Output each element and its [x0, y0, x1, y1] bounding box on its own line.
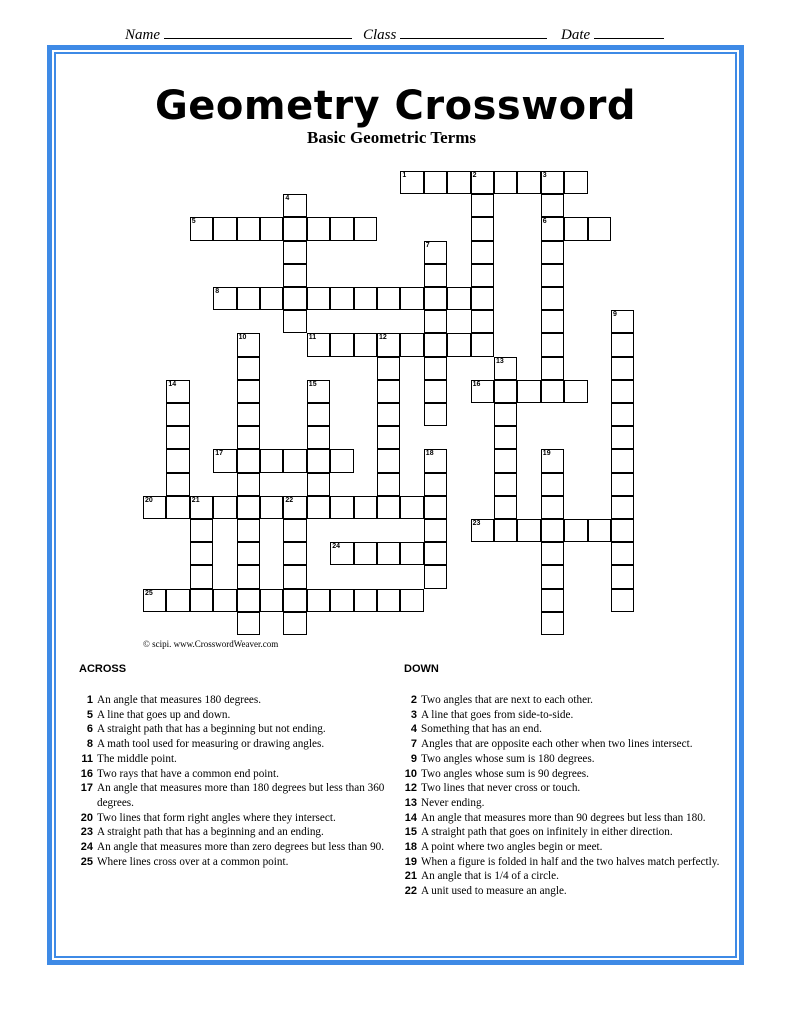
grid-cell[interactable]	[400, 287, 423, 310]
grid-cell[interactable]	[471, 310, 494, 333]
grid-cell[interactable]	[447, 287, 470, 310]
grid-cell[interactable]	[283, 217, 306, 240]
grid-cell[interactable]	[237, 357, 260, 380]
grid-cell[interactable]	[611, 449, 634, 472]
grid-cell[interactable]	[307, 473, 330, 496]
clue-number: 12	[404, 782, 417, 795]
grid-cell[interactable]	[400, 589, 423, 612]
grid-cell[interactable]	[166, 473, 189, 496]
clue-number: 12	[379, 334, 387, 342]
grid-cell[interactable]	[283, 194, 306, 217]
grid-cell[interactable]	[213, 287, 236, 310]
grid-cell[interactable]	[237, 380, 260, 403]
name-label: Name	[125, 27, 160, 43]
across-heading: ACROSS	[79, 663, 127, 675]
down-clue-item	[403, 884, 723, 899]
grid-cell[interactable]	[237, 449, 260, 472]
clue-number: 24	[80, 841, 93, 854]
grid-cell[interactable]	[166, 380, 189, 403]
grid-cell[interactable]	[190, 519, 213, 542]
clue-text: Something that has an end.	[421, 723, 542, 736]
clue-number: 14	[168, 380, 177, 388]
grid-cell[interactable]	[611, 565, 634, 588]
clue-text: Two lines that form right angles where they intersect.	[97, 811, 336, 824]
clue-text: A point where two angles begin or meet.	[421, 841, 603, 854]
grid-cell[interactable]	[611, 426, 634, 449]
clue-number: 22	[404, 885, 417, 898]
clue-number: 16	[80, 767, 93, 780]
grid-cell[interactable]	[354, 589, 377, 612]
down-clue-item	[403, 869, 723, 884]
clue-number: 25	[145, 589, 153, 597]
clue-number: 21	[191, 496, 200, 504]
clue-text: An angle that measures more than 90 degrees but less than 180.	[421, 811, 706, 824]
grid-cell[interactable]	[166, 496, 189, 519]
grid-cell[interactable]	[377, 403, 400, 426]
clue-number: 2	[472, 172, 477, 179]
grid-cell[interactable]	[307, 426, 330, 449]
grid-cell[interactable]	[471, 287, 494, 310]
grid-cell[interactable]	[166, 426, 189, 449]
grid-cell[interactable]	[307, 333, 330, 356]
grid-cell[interactable]	[377, 380, 400, 403]
down-clue-item	[403, 796, 723, 811]
grid-cell[interactable]	[564, 519, 587, 542]
down-clue-item	[403, 737, 723, 752]
clue-number: 7	[410, 738, 417, 751]
grid-cell[interactable]	[377, 449, 400, 472]
grid-cell[interactable]	[377, 496, 400, 519]
grid-cell[interactable]	[190, 589, 213, 612]
grid-cell[interactable]	[330, 589, 353, 612]
grid-cell[interactable]	[611, 496, 634, 519]
down-clue-item	[403, 840, 723, 855]
clue-number: 13	[496, 357, 504, 365]
grid-cell[interactable]	[424, 357, 447, 380]
grid-cell[interactable]	[541, 194, 564, 217]
grid-cell[interactable]	[400, 496, 423, 519]
down-clue-item	[403, 722, 723, 737]
grid-cell[interactable]	[541, 357, 564, 380]
grid-cell[interactable]	[283, 449, 306, 472]
grid-cell[interactable]	[260, 217, 283, 240]
grid-cell[interactable]	[330, 542, 353, 565]
grid-cell[interactable]	[237, 542, 260, 565]
grid-cell[interactable]	[517, 171, 540, 194]
across-clue-item	[79, 840, 404, 855]
down-clue-item	[403, 752, 723, 767]
grid-cell[interactable]	[494, 473, 517, 496]
grid-cell[interactable]	[424, 519, 447, 542]
grid-cell[interactable]	[611, 310, 634, 333]
clue-number: 15	[404, 826, 417, 839]
grid-cell[interactable]	[424, 496, 447, 519]
clue-number: 4	[285, 195, 290, 203]
clue-number: 16	[472, 380, 481, 388]
clue-number: 15	[308, 380, 317, 388]
down-clue-item	[403, 855, 723, 870]
grid-cell[interactable]	[283, 241, 306, 264]
grid-cell[interactable]	[237, 403, 260, 426]
grid-cell[interactable]	[143, 589, 166, 612]
grid-cell[interactable]	[541, 496, 564, 519]
copyright-notice: © scipi. www.CrosswordWeaver.com	[143, 639, 279, 649]
clue-number: 18	[404, 841, 417, 854]
grid-cell[interactable]	[564, 217, 587, 240]
grid-cell[interactable]	[611, 403, 634, 426]
grid-cell[interactable]	[424, 171, 447, 194]
grid-cell[interactable]	[424, 380, 447, 403]
grid-cell[interactable]	[283, 589, 306, 612]
grid-cell[interactable]	[611, 357, 634, 380]
grid-cell[interactable]	[541, 449, 564, 472]
grid-cell[interactable]	[541, 519, 564, 542]
clue-number: 14	[404, 811, 417, 824]
clue-number: 10	[404, 767, 417, 780]
across-clue-item	[79, 855, 404, 870]
grid-cell[interactable]	[400, 542, 423, 565]
grid-cell[interactable]	[377, 287, 400, 310]
clue-text: A straight path that goes on infinitely in either direction.	[421, 826, 673, 839]
across-clue-item	[79, 693, 404, 708]
clue-number: 21	[404, 870, 417, 883]
grid-cell[interactable]	[283, 519, 306, 542]
grid-cell[interactable]	[541, 542, 564, 565]
grid-cell[interactable]	[494, 519, 517, 542]
grid-cell[interactable]	[377, 426, 400, 449]
clue-text: The middle point.	[97, 752, 177, 765]
across-clue-item	[79, 767, 404, 782]
grid-cell[interactable]	[354, 287, 377, 310]
clue-text: An angle that is 1/4 of a circle.	[421, 870, 559, 883]
clue-number: 8	[86, 738, 93, 751]
across-clue-list	[79, 693, 404, 869]
clue-number: 9	[410, 752, 417, 765]
clue-number: 5	[86, 708, 93, 721]
clue-number: 13	[404, 796, 417, 809]
grid-cell[interactable]	[494, 403, 517, 426]
grid-cell[interactable]	[213, 589, 236, 612]
grid-cell[interactable]	[471, 241, 494, 264]
grid-cell[interactable]	[471, 217, 494, 240]
grid-cell[interactable]	[190, 565, 213, 588]
clue-number: 22	[285, 496, 294, 504]
grid-cell[interactable]	[260, 589, 283, 612]
grid-cell[interactable]	[213, 496, 236, 519]
grid-cell[interactable]	[377, 473, 400, 496]
grid-cell[interactable]	[377, 357, 400, 380]
grid-cell[interactable]	[283, 565, 306, 588]
grid-cell[interactable]	[354, 542, 377, 565]
clue-text: Angles that are opposite each other when two lines intersect.	[421, 738, 693, 751]
grid-cell[interactable]	[283, 287, 306, 310]
grid-cell[interactable]	[330, 449, 353, 472]
grid-cell[interactable]	[517, 380, 540, 403]
grid-cell[interactable]	[330, 333, 353, 356]
grid-cell[interactable]	[541, 310, 564, 333]
grid-cell[interactable]	[237, 333, 260, 356]
clue-text: A straight path that has a beginning but not ending.	[97, 723, 326, 736]
grid-cell[interactable]	[377, 589, 400, 612]
clue-number: 8	[215, 288, 220, 295]
clue-text: A line that goes up and down.	[97, 708, 231, 721]
across-clue-item	[79, 708, 404, 723]
grid-cell[interactable]	[307, 287, 330, 310]
grid-cell[interactable]	[564, 380, 587, 403]
clue-text: A straight path that has a beginning and an ending.	[97, 826, 324, 839]
clue-number: 11	[81, 752, 93, 765]
grid-cell[interactable]	[541, 264, 564, 287]
grid-cell[interactable]	[541, 565, 564, 588]
clue-text: When a figure is folded in half and the two halves match perfectly.	[421, 855, 720, 868]
grid-cell[interactable]	[166, 403, 189, 426]
grid-cell[interactable]	[541, 217, 564, 240]
grid-cell[interactable]	[237, 217, 260, 240]
grid-cell[interactable]	[283, 496, 306, 519]
grid-cell[interactable]	[447, 171, 470, 194]
clue-number: 6	[542, 218, 547, 226]
down-clue-item	[403, 781, 723, 796]
clue-number: 23	[472, 520, 481, 527]
grid-cell[interactable]	[190, 496, 213, 519]
grid-cell[interactable]	[494, 496, 517, 519]
grid-cell[interactable]	[424, 449, 447, 472]
across-clue-item	[79, 781, 404, 810]
across-clue-item	[79, 737, 404, 752]
grid-cell[interactable]	[260, 449, 283, 472]
class-label: Class	[363, 27, 397, 43]
grid-cell[interactable]	[471, 333, 494, 356]
down-clue-item	[403, 825, 723, 840]
grid-cell[interactable]	[494, 426, 517, 449]
grid-cell[interactable]	[588, 519, 611, 542]
grid-cell[interactable]	[424, 403, 447, 426]
grid-cell[interactable]	[213, 217, 236, 240]
clue-text: An angle that measures more than 180 degrees but less than 360 degrees.	[97, 782, 385, 809]
grid-cell[interactable]	[237, 519, 260, 542]
grid-cell[interactable]	[611, 333, 634, 356]
clue-number: 1	[86, 694, 93, 706]
clue-number: 23	[80, 826, 93, 839]
grid-cell[interactable]	[377, 333, 400, 356]
clue-text: A math tool used for measuring or drawing angles.	[97, 738, 325, 751]
clue-text: Never ending.	[421, 796, 485, 809]
across-clue-item	[79, 722, 404, 737]
grid-cell[interactable]	[307, 403, 330, 426]
grid-cell[interactable]	[166, 589, 189, 612]
grid-cell[interactable]	[400, 333, 423, 356]
grid-cell[interactable]	[424, 264, 447, 287]
grid-cell[interactable]	[307, 449, 330, 472]
grid-cell[interactable]	[541, 333, 564, 356]
clue-text: Two angles whose sum is 90 degrees.	[421, 767, 589, 780]
grid-cell[interactable]	[307, 589, 330, 612]
grid-cell[interactable]	[307, 496, 330, 519]
grid-cell[interactable]	[307, 217, 330, 240]
grid-cell[interactable]	[471, 264, 494, 287]
grid-cell[interactable]	[330, 496, 353, 519]
grid-cell[interactable]	[283, 612, 306, 635]
grid-cell[interactable]	[471, 171, 494, 194]
clue-text: An angle that measures 180 degrees.	[97, 694, 262, 706]
grid-cell[interactable]	[307, 380, 330, 403]
across-clue-item	[79, 825, 404, 840]
clue-number: 10	[238, 334, 247, 342]
grid-cell[interactable]	[424, 473, 447, 496]
grid-cell[interactable]	[471, 519, 494, 542]
grid-cell[interactable]	[237, 589, 260, 612]
clue-text: Two rays that have a common end point.	[97, 767, 279, 780]
grid-cell[interactable]	[190, 217, 213, 240]
grid-cell[interactable]	[190, 542, 213, 565]
clue-number: 17	[80, 782, 93, 795]
grid-cell[interactable]	[588, 217, 611, 240]
clue-number: 1	[402, 172, 407, 179]
grid-cell[interactable]	[424, 333, 447, 356]
grid-cell[interactable]	[541, 473, 564, 496]
clue-text: Two angles that are next to each other.	[421, 694, 593, 706]
grid-cell[interactable]	[354, 496, 377, 519]
grid-cell[interactable]	[564, 171, 587, 194]
grid-cell[interactable]	[237, 612, 260, 635]
down-clue-item	[403, 708, 723, 723]
clue-number: 3	[542, 172, 547, 179]
grid-cell[interactable]	[330, 217, 353, 240]
grid-cell[interactable]	[283, 310, 306, 333]
grid-cell[interactable]	[143, 496, 166, 519]
grid-cell[interactable]	[283, 264, 306, 287]
clue-number: 20	[80, 811, 93, 824]
clue-number: 18	[425, 450, 434, 458]
grid-cell[interactable]	[424, 565, 447, 588]
grid-cell[interactable]	[213, 449, 236, 472]
clue-text: Two angles whose sum is 180 degrees.	[421, 752, 595, 765]
page-subtitle: Basic Geometric Terms	[306, 128, 476, 147]
grid-cell[interactable]	[400, 171, 423, 194]
grid-cell[interactable]	[354, 217, 377, 240]
clue-number: 19	[542, 450, 551, 458]
grid-cell[interactable]	[611, 589, 634, 612]
clue-text: A line that goes from side-to-side.	[421, 708, 574, 721]
grid-cell[interactable]	[541, 380, 564, 403]
clue-number: 6	[86, 723, 93, 736]
clue-number: 3	[410, 708, 417, 721]
clue-number: 19	[404, 855, 417, 868]
date-label: Date	[561, 27, 591, 43]
grid-cell[interactable]	[611, 380, 634, 403]
grid-cell[interactable]	[237, 473, 260, 496]
grid-cell[interactable]	[447, 333, 470, 356]
grid-cell[interactable]	[377, 542, 400, 565]
grid-cell[interactable]	[517, 519, 540, 542]
clue-number: 20	[145, 496, 153, 504]
grid-cell[interactable]	[330, 287, 353, 310]
down-clue-item	[403, 811, 723, 826]
grid-cell[interactable]	[166, 449, 189, 472]
down-clue-item	[403, 767, 723, 782]
grid-cell[interactable]	[237, 426, 260, 449]
grid-cell[interactable]	[424, 287, 447, 310]
grid-cell[interactable]	[471, 380, 494, 403]
down-clue-item	[403, 693, 723, 708]
grid-cell[interactable]	[494, 357, 517, 380]
clue-number: 7	[425, 241, 430, 249]
clue-number: 2	[410, 694, 417, 706]
grid-cell[interactable]	[611, 542, 634, 565]
grid-cell[interactable]	[541, 171, 564, 194]
grid-cell[interactable]	[424, 310, 447, 333]
down-heading: DOWN	[404, 663, 439, 675]
grid-cell[interactable]	[541, 241, 564, 264]
grid-cell[interactable]	[237, 565, 260, 588]
page-title: Geometry Crossword	[154, 83, 637, 129]
grid-cell[interactable]	[424, 542, 447, 565]
grid-cell[interactable]	[283, 542, 306, 565]
grid-cell[interactable]	[260, 496, 283, 519]
grid-cell[interactable]	[471, 194, 494, 217]
clue-number: 25	[80, 855, 93, 868]
clue-number: 11	[308, 334, 317, 342]
clue-number: 17	[215, 450, 223, 458]
clue-number: 9	[613, 311, 617, 319]
grid-cell[interactable]	[354, 333, 377, 356]
grid-cell[interactable]	[541, 287, 564, 310]
grid-cell[interactable]	[611, 473, 634, 496]
grid-cell[interactable]	[260, 287, 283, 310]
grid-cell[interactable]	[494, 380, 517, 403]
grid-cell[interactable]	[237, 287, 260, 310]
clue-number: 5	[191, 218, 196, 226]
clue-number: 24	[332, 543, 340, 551]
across-clue-item	[79, 752, 404, 767]
across-clue-item	[79, 811, 404, 826]
grid-cell[interactable]	[541, 589, 564, 612]
grid-cell[interactable]	[237, 496, 260, 519]
clue-text: A unit used to measure an angle.	[421, 885, 567, 898]
clue-text: Where lines cross over at a common point.	[97, 855, 289, 868]
grid-cell[interactable]	[541, 612, 564, 635]
grid-cell[interactable]	[424, 241, 447, 264]
clue-text: Two lines that never cross or touch.	[421, 782, 581, 795]
grid-cell[interactable]	[494, 171, 517, 194]
down-clue-list	[403, 693, 723, 899]
grid-cell[interactable]	[611, 519, 634, 542]
grid-cell[interactable]	[494, 449, 517, 472]
clue-number: 4	[410, 723, 417, 736]
clue-text: An angle that measures more than zero degrees but less than 90.	[97, 841, 385, 854]
